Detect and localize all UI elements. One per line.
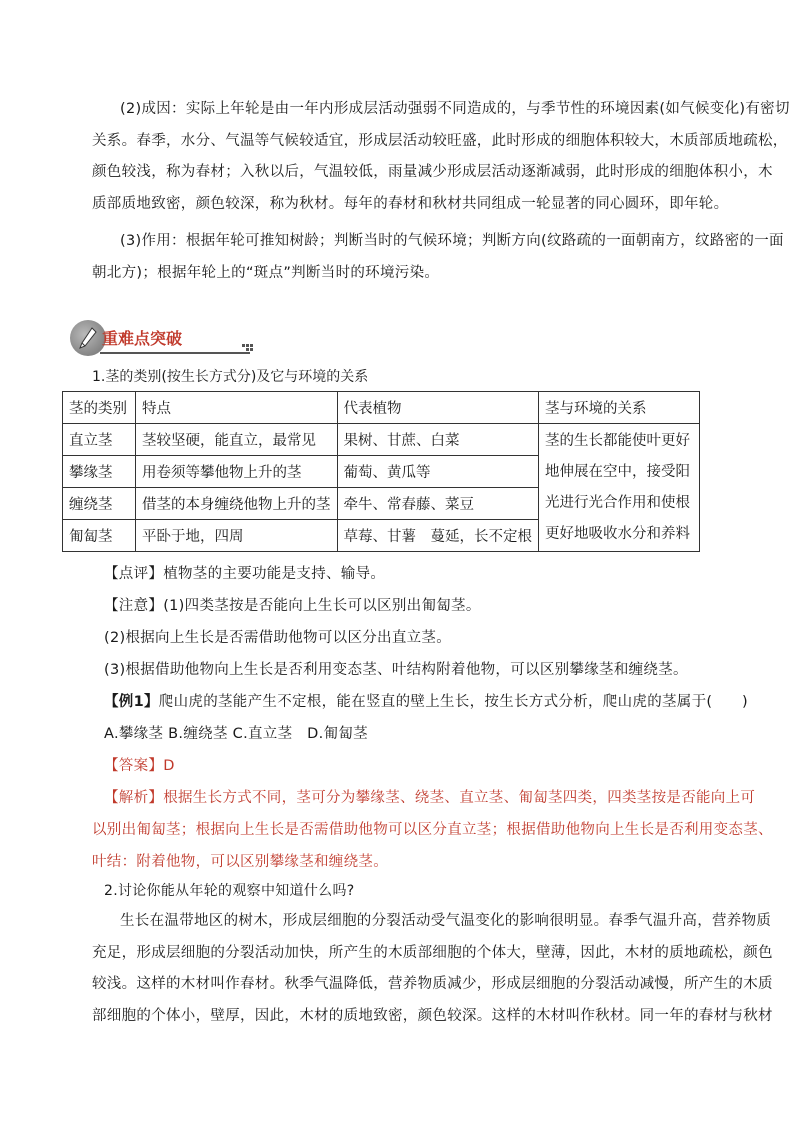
table-cell: 缠绕茎 — [63, 488, 136, 520]
table-header-cell: 特点 — [136, 392, 338, 424]
table-cell: 葡萄、黄瓜等 — [337, 456, 539, 488]
example-tag: 【例1】 — [104, 694, 159, 710]
table-cell-relation: 茎的生长都能使叶更好地伸展在空中，接受阳光进行光合作用和使根更好地吸收水分和养料 — [539, 424, 700, 552]
table-cell: 借茎的本身缠绕他物上升的茎 — [136, 488, 338, 520]
section-title: 重难点突破 — [102, 329, 183, 348]
analysis-line — [104, 786, 755, 807]
table-cell: 匍匐茎 — [63, 520, 136, 552]
example-question — [104, 690, 748, 711]
paragraph-function — [92, 226, 784, 289]
table-cell: 茎较坚硬，能直立，最常见 — [136, 424, 338, 456]
example-answer — [104, 754, 175, 775]
table-cell: 平卧于地，四周 — [136, 520, 338, 552]
analysis-line: 以别出匍匐茎；根据向上生长是否需借助他物可以区分直立茎；根据借助他物向上生长是否利用变态茎、 — [92, 822, 773, 838]
text-line: 生长在温带地区的树木，形成层细胞的分裂活动受气温变化的影响很明显。春季气温升高，营养物质 — [120, 913, 772, 929]
decorative-dots-icon — [242, 344, 254, 352]
paragraph-cause — [92, 94, 790, 220]
text-line: 质部质地致密，颜色较深，称为秋材。每年的春材和秋材共同组成一轮显著的同心圆环，即年轮。 — [92, 195, 729, 212]
table-header-cell: 茎的类别 — [63, 392, 136, 424]
note-line: (2)根据向上生长是否需借助他物可以区分出直立茎。 — [104, 630, 452, 646]
table-cell: 用卷须等攀他物上升的茎 — [136, 456, 338, 488]
text-line: 较浅。这样的木材叫作春材。秋季气温降低，营养物质减少，形成层细胞的分裂活动减慢，所产生的木质 — [92, 976, 773, 992]
discussion-heading: 2.讨论你能从年轮的观察中知道什么吗? — [104, 883, 355, 899]
table-heading: 1.茎的类别(按生长方式分)及它与环境的关系 — [92, 369, 369, 385]
text-line: (3)作用：根据年轮可推知树龄；判断当时的气候环境；判断方向(纹路疏的一面朝南方，纹路密的一面 — [120, 233, 784, 249]
note-tag: 【注意】 — [104, 598, 164, 614]
answer-text: D — [163, 758, 175, 774]
analysis-text: 根据生长方式不同，茎可分为攀缘茎、绕茎、直立茎、匍匐茎四类，四类茎按是否能向上可 — [163, 790, 756, 806]
comment-line — [104, 562, 385, 583]
text-line: 充足，形成层细胞的分裂活动加快，所产生的木质部细胞的个体大，壁薄，因此，木材的质地疏松，颜色 — [92, 944, 773, 961]
example-options: A.攀缘茎 B.缠绕茎 C.直立茎 D.匍匐茎 — [104, 726, 368, 742]
table-cell: 草莓、甘薯 蔓延，长不定根 — [337, 520, 539, 552]
table-header-cell: 茎与环境的关系 — [539, 392, 700, 424]
note-line — [104, 594, 481, 615]
text-line: (2)成因：实际上年轮是由一年内形成层活动强弱不同造成的，与季节性的环境因素(如气候变化)有密切 — [120, 101, 790, 117]
table-cell: 牵牛、常春藤、菜豆 — [337, 488, 539, 520]
note-text: (1)四类茎按是否能向上生长可以区别出匍匐茎。 — [163, 598, 481, 614]
discussion-paragraph — [92, 906, 773, 1032]
table-cell: 果树、甘蔗、白菜 — [337, 424, 539, 456]
text-line: 朝北方)；根据年轮上的“斑点”判断当时的环境污染。 — [92, 264, 440, 281]
text-line: 关系。春季，水分、气温等气候较适宜，形成层活动较旺盛，此时形成的细胞体积较大，木质部质地疏松， — [92, 132, 788, 149]
comment-text: 植物茎的主要功能是支持、输导。 — [163, 566, 386, 582]
table-cell: 直立茎 — [63, 424, 136, 456]
answer-tag: 【答案】 — [104, 758, 164, 774]
table-row — [63, 424, 700, 456]
table-header-cell: 代表植物 — [337, 392, 539, 424]
pen-icon — [78, 326, 98, 350]
table-cell: 攀缘茎 — [63, 456, 136, 488]
comment-tag: 【点评】 — [104, 566, 164, 582]
table-header-row — [63, 392, 700, 424]
analysis-tag: 【解析】 — [104, 790, 164, 806]
section-banner — [70, 320, 200, 356]
example-question-text: 爬山虎的茎能产生不定根，能在竖直的壁上生长，按生长方式分析，爬山虎的茎属于( ) — [158, 694, 748, 710]
text-line: 颜色较浅，称为春材；入秋以后，气温较低，雨量减少形成层活动逐渐减弱，此时形成的细胞体积小，木 — [92, 164, 773, 180]
text-line: 部细胞的个体小，壁厚，因此，木材的质地致密，颜色较深。这样的木材叫作秋材。同一年的春材与秋材 — [92, 1007, 773, 1024]
divider — [100, 352, 250, 354]
analysis-line: 叶结：附着他物，可以区别攀缘茎和缠绕茎。 — [92, 854, 388, 870]
note-line: (3)根据借助他物向上生长是否利用变态茎、叶结构附着他物，可以区别攀缘茎和缠绕茎。 — [104, 662, 688, 678]
stem-type-table — [62, 391, 700, 552]
